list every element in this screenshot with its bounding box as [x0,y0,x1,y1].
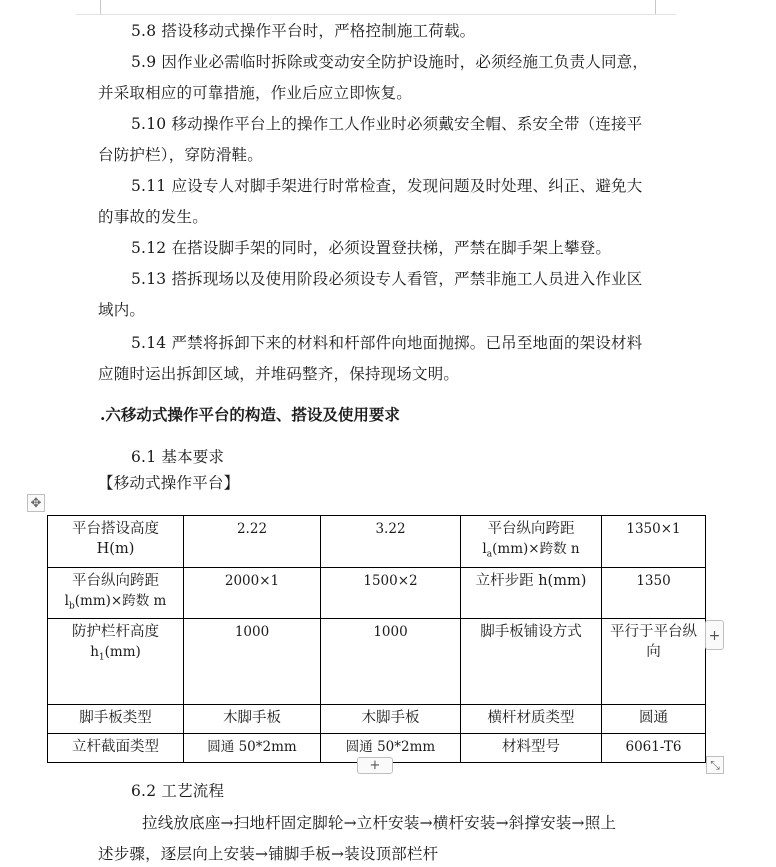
table-cell[interactable]: 3.22 [321,516,461,568]
page-top-margin-marker [100,0,656,15]
table-row [48,567,706,619]
table-resize-handle-icon[interactable]: ⤡ [706,756,724,774]
paragraph-5-10-cont: 台防护栏），穿防滑鞋。 [98,146,263,164]
table-cell[interactable]: 木脚手板 [321,705,461,734]
sub-heading-process-flow: 6.2 工艺流程 [131,782,225,800]
add-column-button[interactable]: + [705,620,724,650]
paragraph-5-11: 5.11 应设专人对脚手架进行时常检查，发现问题及时处理、纠正、避免大 [131,177,643,195]
table-cell[interactable]: 脚手板铺设方式 [461,619,602,705]
process-flow-line-1: 拉线放底座→扫地杆固定脚轮→立杆安装→横杆安装→斜撑安装→照上 [142,814,617,832]
table-cell[interactable]: 圆通 50*2mm [321,734,461,763]
table-cell[interactable]: 2.22 [184,516,321,568]
table-cell[interactable]: 圆通 50*2mm [184,734,321,763]
sub-heading-basic-requirements: 6.1 基本要求 [131,448,225,466]
table-cell[interactable]: 1000 [184,619,321,705]
add-row-button[interactable]: + [357,757,393,774]
table-cell[interactable]: 立杆步距 h(mm) [461,567,602,619]
paragraph-5-9: 5.9 因作业必需临时拆除或变动安全防护设施时，必须经施工负责人同意， [131,53,649,71]
table-cell[interactable]: 2000×1 [184,567,321,619]
table-cell[interactable]: 平台纵向跨距 $l_a(mm)\times$跨数 n [461,516,602,568]
process-flow-line-2: 述步骤，逐层向上安装→铺脚手板→装设顶部栏杆 [98,845,439,863]
section-heading: .六移动式操作平台的构造、搭设及使用要求 [100,405,400,424]
table-row [48,705,706,734]
paragraph-5-13: 5.13 搭拆现场以及使用阶段必须设专人看管，严禁非施工人员进入作业区 [131,270,643,288]
table-cell[interactable]: 圆通 [602,705,706,734]
table-cell[interactable]: 6061-T6 [602,734,706,763]
platform-parameters-table [47,515,706,763]
table-cell[interactable]: 平台搭设高度 H(m) [48,516,184,568]
table-move-handle-icon[interactable]: ✥ [27,494,45,512]
table-cell[interactable]: 平行于平台纵向 [602,619,706,705]
table-cell[interactable]: 1350×1 [602,516,706,568]
table-cell[interactable]: 脚手板类型 [48,705,184,734]
paragraph-5-14-cont: 应随时运出拆卸区域，并堆码整齐，保持现场文明。 [98,365,460,383]
paragraph-5-11-cont: 的事故的发生。 [98,208,208,226]
table-cell[interactable]: 材料型号 [461,734,602,763]
table-cell[interactable]: 立杆截面类型 [48,734,184,763]
page-top-rule [76,14,676,15]
table-cell[interactable]: 木脚手板 [184,705,321,734]
table-caption: 【移动式操作平台】 [98,474,240,492]
table-cell[interactable]: 平台纵向跨距 $l_b(mm)\times$跨数 m [48,567,184,619]
paragraph-5-14: 5.14 严禁将拆卸下来的材料和杆部件向地面抛掷。已吊至地面的架设材料 [131,334,643,352]
table-cell[interactable]: 1350 [602,567,706,619]
paragraph-5-9-cont: 并采取相应的可靠措施，作业后应立即恢复。 [98,84,413,102]
paragraph-5-13-cont: 域内。 [98,301,146,319]
table-cell[interactable]: 1500×2 [321,567,461,619]
paragraph-5-10: 5.10 移动操作平台上的操作工人作业时必须戴安全帽、系安全带（连接平 [131,115,643,133]
table-cell[interactable]: 防护栏杆高度 $h_1(mm)$ [48,619,184,705]
table-cell[interactable]: 横杆材质类型 [461,705,602,734]
paragraph-5-8: 5.8 搭设移动式操作平台时，严格控制施工荷载。 [131,22,476,40]
table-row [48,516,706,568]
table-cell[interactable]: 1000 [321,619,461,705]
table-row [48,619,706,705]
paragraph-5-12: 5.12 在搭设脚手架的同时，必须设置登扶梯，严禁在脚手架上攀登。 [131,239,612,257]
